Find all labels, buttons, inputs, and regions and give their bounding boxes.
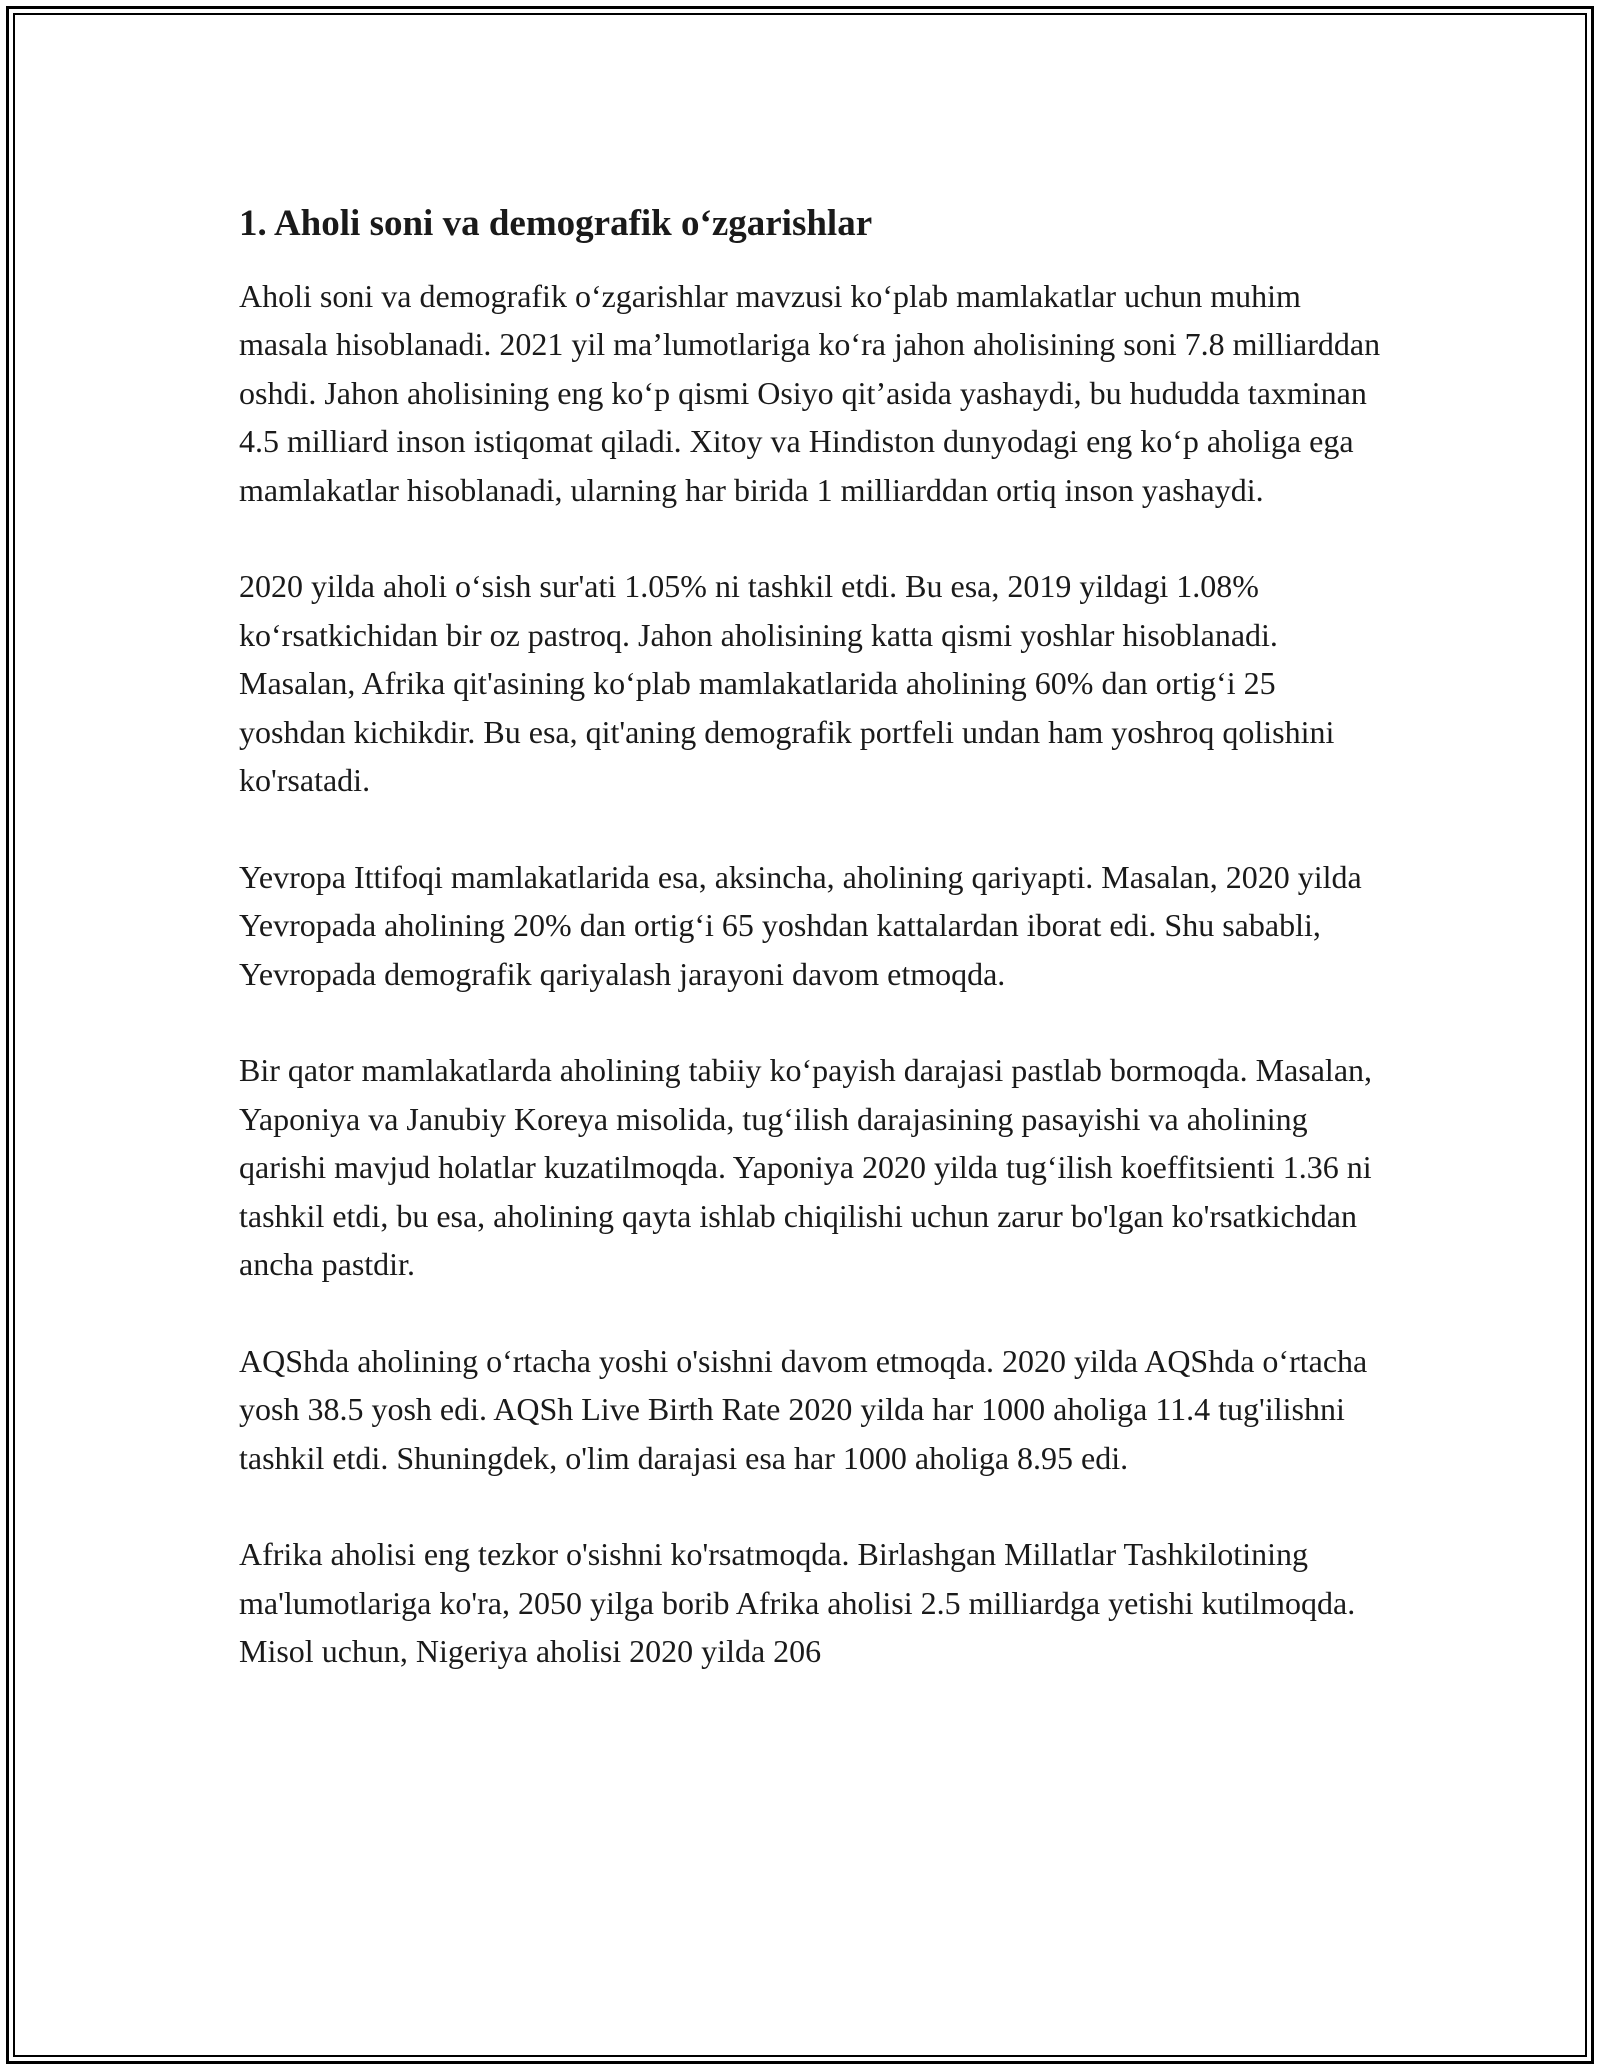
paragraph-world-population: Aholi soni va demografik o‘zgarishlar mavzusi ko‘plab mamlakatlar uchun muhim masala hisoblanadi. 2021 yil ma’lumotlariga ko‘ra jahon aholisining soni 7.8 milliarddan oshdi. Jahon aholisining eng ko‘p qismi Osiyo qit’asida yashaydi, bu hududda taxminan 4.5 milliard inson istiqomat qiladi. Xitoy va Hindiston dunyodagi eng ko‘p aholiga ega mamlakatlar hisoblanadi, ularning har birida 1 milliarddan ortiq inson yashaydi. — [239, 278, 1381, 508]
document-body — [239, 189, 1389, 1724]
paragraph-usa: AQShda aholining o‘rtacha yoshi o'sishni davom etmoqda. 2020 yilda AQShda o‘rtacha yosh 38.5 yosh edi. AQSh Live Birth Rate 2020 yilda har 1000 aholiga 11.4 tug'ilishni tashkil etdi. Shuningdek, o'lim darajasi esa har 1000 aholiga 8.95 edi. — [239, 1342, 1368, 1476]
section-heading: 1. Aholi soni va demografik o‘zgarishlar — [239, 203, 873, 244]
paragraph-growth-rate: 2020 yilda aholi o‘sish sur'ati 1.05% ni tashkil etdi. Bu esa, 2019 yildagi 1.08% ko‘rsatkichidan bir oz pastroq. Jahon aholisining katta qismi yoshlar hisoblanadi. Masalan, Afrika qit'asining ko‘plab mamlakatlarida aholining 60% dan ortig‘i 25 yoshdan kichikdir. Bu esa, qit'aning demografik portfeli undan ham yoshroq qolishini ko'rsatadi. — [239, 568, 1335, 799]
paragraph-europe-aging: Yevropa Ittifoqi mamlakatlarida esa, aksincha, aholining qariyapti. Masalan, 2020 yilda Yevropada aholining 20% dan ortig‘i 65 yoshdan kattalardan iborat edi. Shu sababli, Yevropada demografik qariyalash jarayoni davom etmoqda. — [239, 858, 1362, 992]
paragraph-africa: Afrika aholisi eng tezkor o'sishni ko'rsatmoqda. Birlashgan Millatlar Tashkilotining ma'lumotlariga ko'ra, 2050 yilga borib Afrika aholisi 2.5 milliardga yetishi kutilmoqda. Misol uchun, Nigeriya aholisi 2020 yilda 206 — [239, 1536, 1356, 1670]
page-frame — [6, 6, 1594, 2064]
paragraph-low-fertility: Bir qator mamlakatlarda aholining tabiiy ko‘payish darajasi pastlab bormoqda. Masalan, Yaponiya va Janubiy Koreya misolida, tug‘ilish darajasining pasayishi va aholining qarishi mavjud holatlar kuzatilmoqda. Yaponiya 2020 yilda tug‘ilish koeffitsienti 1.36 ni tashkil etdi, bu esa, aholining qayta ishlab chiqilishi uchun zarur bo'lgan ko'rsatkichdan ancha pastdir. — [239, 1052, 1373, 1283]
